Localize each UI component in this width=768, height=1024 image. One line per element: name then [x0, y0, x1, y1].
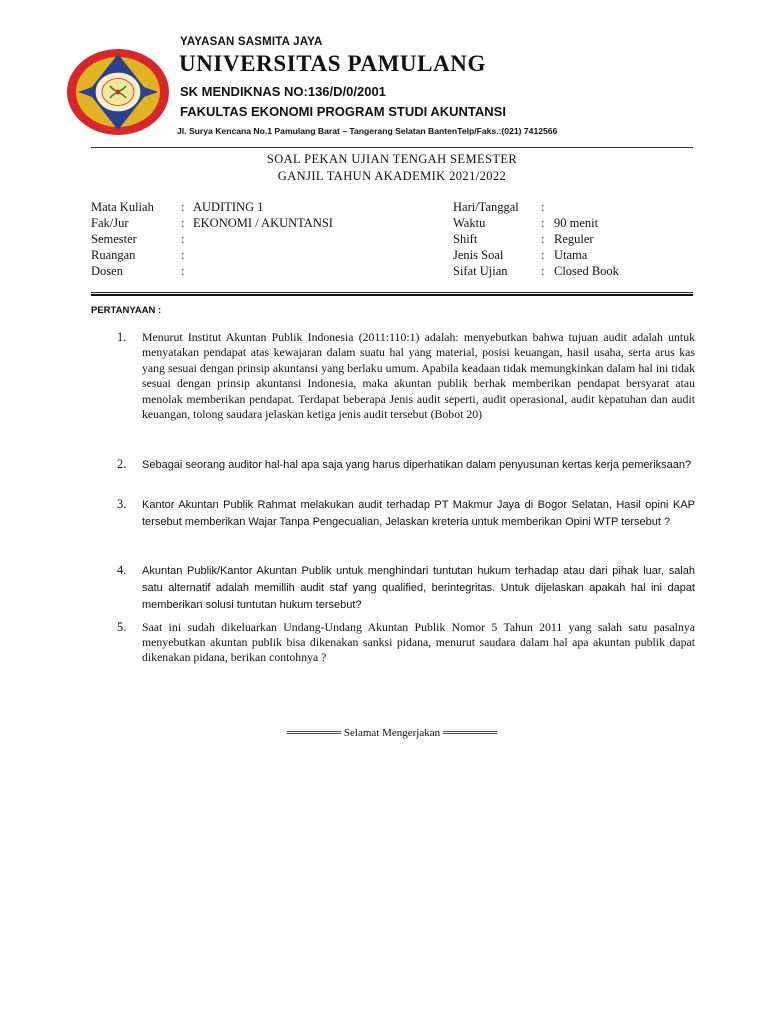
question-text: Saat ini sudah dikeluarkan Undang-Undang Akuntan Publik Nomor 5 Tahun 2011 yang salah satu pasalnya menyebutkan akuntan publik bisa dikenakan sanksi pidana, menurut saudara dalam hal apa akuntan publik dapat dikenakan pidana, berikan contohnya ?	[142, 620, 695, 665]
foundation-name: YAYASAN SASMITA JAYA	[180, 36, 323, 48]
info-row-semester	[91, 231, 421, 247]
question-number: 4.	[117, 563, 127, 577]
info-label: Fak/Jur	[91, 216, 129, 230]
exam-info-left	[91, 199, 421, 279]
info-separator: :	[541, 232, 545, 246]
section-heading: PERTANYAAN :	[91, 305, 162, 316]
info-row-waktu	[453, 215, 693, 231]
university-logo	[66, 48, 170, 136]
question-number: 5.	[117, 620, 127, 634]
info-row-hari-tanggal	[453, 199, 693, 215]
info-value: 90 menit	[554, 216, 599, 230]
info-separator: :	[541, 248, 545, 262]
university-name: UNIVERSITAS PAMULANG	[179, 51, 486, 76]
question-number: 3.	[117, 497, 127, 511]
info-label: Semester	[91, 232, 137, 246]
info-row-dosen	[91, 263, 421, 279]
info-separator: :	[541, 200, 545, 214]
info-label: Waktu	[453, 216, 486, 230]
info-label: Jenis Soal	[453, 248, 504, 262]
info-row-fak-jur	[91, 215, 421, 231]
info-separator: :	[181, 248, 185, 262]
faculty-name: FAKULTAS EKONOMI PROGRAM STUDI AKUNTANSI	[180, 104, 506, 119]
info-row-jenis-soal	[453, 247, 693, 263]
info-label: Sifat Ujian	[453, 264, 508, 278]
closing-message: ═══════ Selamat Mengerjakan ═══════	[286, 727, 498, 739]
info-value: EKONOMI / AKUNTANSI	[193, 216, 333, 230]
info-separator: :	[541, 264, 545, 278]
info-value: Utama	[554, 248, 588, 262]
info-separator: :	[541, 216, 545, 230]
info-value: Reguler	[554, 232, 594, 246]
info-label: Hari/Tanggal	[453, 200, 519, 214]
header-divider	[91, 147, 693, 148]
info-value: AUDITING 1	[193, 200, 264, 214]
info-value: Closed Book	[554, 264, 619, 278]
info-divider-thick	[91, 294, 693, 296]
exam-title: SOAL PEKAN UJIAN TENGAH SEMESTER	[266, 152, 518, 166]
question-text: Kantor Akuntan Publik Rahmat melakukan audit terhadap PT Makmur Jaya di Bogor Selatan, Hasil opini KAP tersebut memberikan Wajar Tanpa Pengecualian, Jelaskan kreteria untuk memberikan Opini WTP tersebut ?	[142, 499, 695, 528]
address-line: Jl. Surya Kencana No.1 Pamulang Barat – Tangerang Selatan BantenTelp/Faks.:(021) 7412566	[177, 126, 558, 136]
question-number: 2.	[117, 457, 127, 471]
info-row-shift	[453, 231, 693, 247]
question-text: Sebagai seorang auditor hal-hal apa saja yang harus diperhatikan dalam penyusunan kertas kerja pemeriksaan?	[142, 459, 692, 471]
info-label: Dosen	[91, 264, 123, 278]
info-separator: :	[181, 264, 185, 278]
info-row-ruangan	[91, 247, 421, 263]
info-label: Mata Kuliah	[91, 200, 154, 214]
info-separator: :	[181, 216, 185, 230]
info-row-sifat-ujian	[453, 263, 693, 279]
exam-info-right	[453, 199, 693, 279]
decree-number: SK MENDIKNAS NO:136/D/0/2001	[180, 84, 386, 99]
info-divider-thin	[91, 292, 693, 293]
info-label: Shift	[453, 232, 478, 246]
exam-subtitle: GANJIL TAHUN AKADEMIK 2021/2022	[277, 169, 507, 183]
question-number: 1.	[117, 330, 127, 344]
question-text: Menurut Institut Akuntan Publik Indonesia (2011:110:1) adalah: menyebutkan bahwa tujuan audit adalah untuk menyatakan pendapat atas kewajaran dalam suatu hal yang material, posisi keuangan, hasil usaha, serta arus kas yang sesuai dengan prinsip akuntansi yang berlaku umum. Apabila keadaan tidak memungkinkan dalam hal ini tidak sesuai dengan prinsip akuntansi Indonesia, maka akuntan publik berhak memberikan pendapat bersyarat atau menolak memberikan pendapat. Terdapat beberapa Jenis audit seperti, audit operasional, audit kepatuhan dan audit keuangan, tolong saudara jelaskan ketiga jenis audit tersebut (Bobot 20)	[142, 330, 695, 422]
info-row-mata-kuliah	[91, 199, 421, 215]
info-separator: :	[181, 232, 185, 246]
info-separator: :	[181, 200, 185, 214]
info-label: Ruangan	[91, 248, 136, 262]
question-text: Akuntan Publik/Kantor Akuntan Publik untuk menghindari tuntutan hukum terhadap atau dari pihak luar, salah satu alternatif adalah memillih audit staf yang qualified, berintegritas. Untuk dijelaskan apakah hal ini dapat memberikan solusi tuntutan hukum tersebut?	[142, 565, 695, 611]
